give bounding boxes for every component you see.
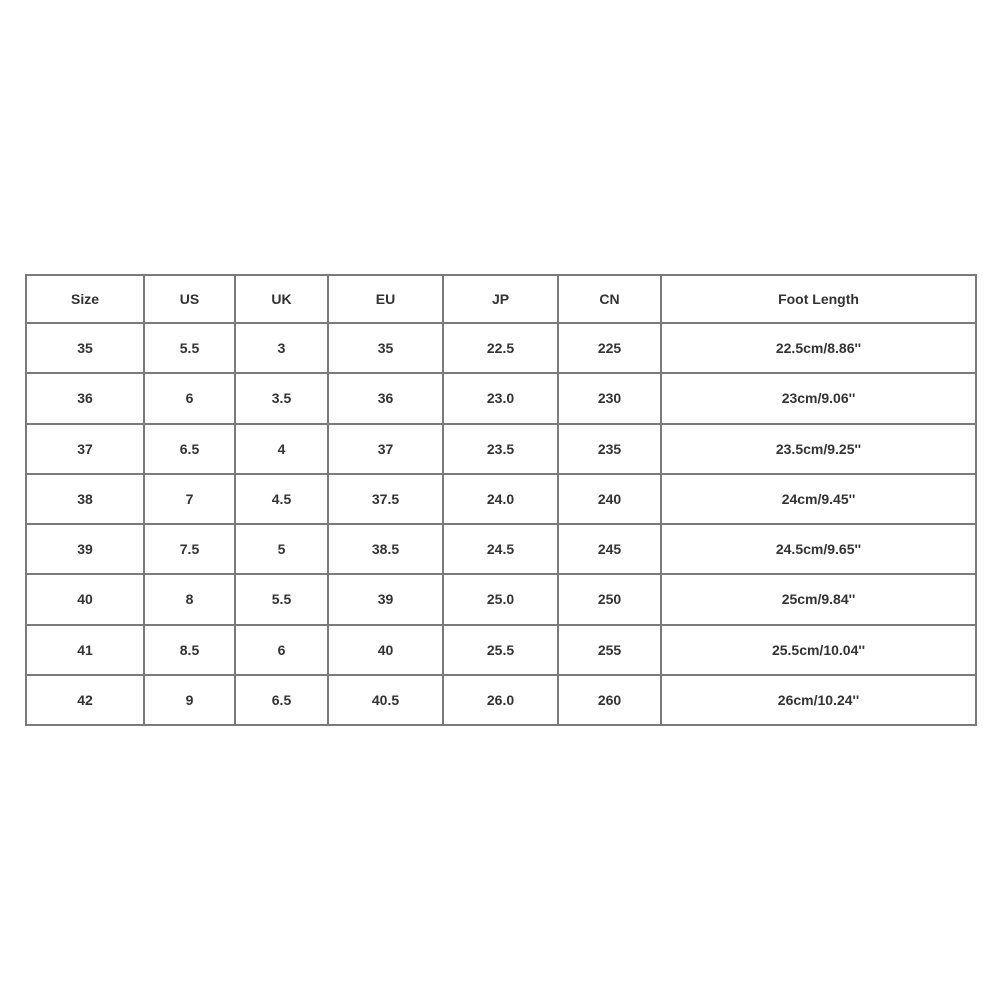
cell-jp: 22.5 [443, 323, 558, 373]
table-row [26, 424, 976, 474]
table-row [26, 524, 976, 574]
cell-eu: 35 [328, 323, 443, 373]
cell-uk: 5.5 [235, 574, 328, 624]
cell-eu: 40.5 [328, 675, 443, 725]
cell-cn: 255 [558, 625, 661, 675]
cell-eu: 39 [328, 574, 443, 624]
cell-cn: 250 [558, 574, 661, 624]
cell-foot-length: 23.5cm/9.25'' [661, 424, 976, 474]
cell-cn: 245 [558, 524, 661, 574]
cell-uk: 4.5 [235, 474, 328, 524]
cell-cn: 235 [558, 424, 661, 474]
cell-foot-length: 25cm/9.84'' [661, 574, 976, 624]
cell-foot-length: 25.5cm/10.04'' [661, 625, 976, 675]
cell-jp: 23.0 [443, 373, 558, 423]
cell-foot-length: 24cm/9.45'' [661, 474, 976, 524]
cell-us: 8.5 [144, 625, 235, 675]
cell-eu: 40 [328, 625, 443, 675]
cell-us: 5.5 [144, 323, 235, 373]
cell-us: 6 [144, 373, 235, 423]
cell-us: 7 [144, 474, 235, 524]
table-row [26, 574, 976, 624]
cell-cn: 230 [558, 373, 661, 423]
cell-size: 41 [26, 625, 144, 675]
size-chart-table [25, 274, 977, 726]
cell-jp: 25.0 [443, 574, 558, 624]
cell-uk: 6 [235, 625, 328, 675]
cell-jp: 23.5 [443, 424, 558, 474]
cell-jp: 24.0 [443, 474, 558, 524]
cell-size: 39 [26, 524, 144, 574]
table-row [26, 625, 976, 675]
cell-foot-length: 26cm/10.24'' [661, 675, 976, 725]
table-row [26, 675, 976, 725]
cell-jp: 24.5 [443, 524, 558, 574]
cell-size: 38 [26, 474, 144, 524]
cell-cn: 225 [558, 323, 661, 373]
cell-jp: 25.5 [443, 625, 558, 675]
cell-foot-length: 22.5cm/8.86'' [661, 323, 976, 373]
cell-uk: 4 [235, 424, 328, 474]
header-cn: CN [558, 275, 661, 323]
cell-uk: 3 [235, 323, 328, 373]
cell-eu: 36 [328, 373, 443, 423]
cell-size: 35 [26, 323, 144, 373]
header-size: Size [26, 275, 144, 323]
cell-eu: 38.5 [328, 524, 443, 574]
cell-us: 9 [144, 675, 235, 725]
cell-cn: 260 [558, 675, 661, 725]
table-header-row [26, 275, 976, 323]
cell-uk: 3.5 [235, 373, 328, 423]
header-jp: JP [443, 275, 558, 323]
cell-size: 37 [26, 424, 144, 474]
cell-us: 7.5 [144, 524, 235, 574]
cell-us: 6.5 [144, 424, 235, 474]
header-foot-length: Foot Length [661, 275, 976, 323]
cell-us: 8 [144, 574, 235, 624]
cell-uk: 6.5 [235, 675, 328, 725]
cell-jp: 26.0 [443, 675, 558, 725]
cell-foot-length: 23cm/9.06'' [661, 373, 976, 423]
cell-size: 42 [26, 675, 144, 725]
table-row [26, 373, 976, 423]
cell-size: 36 [26, 373, 144, 423]
cell-eu: 37 [328, 424, 443, 474]
cell-eu: 37.5 [328, 474, 443, 524]
header-us: US [144, 275, 235, 323]
cell-uk: 5 [235, 524, 328, 574]
header-uk: UK [235, 275, 328, 323]
cell-foot-length: 24.5cm/9.65'' [661, 524, 976, 574]
cell-size: 40 [26, 574, 144, 624]
table-row [26, 474, 976, 524]
cell-cn: 240 [558, 474, 661, 524]
table-row [26, 323, 976, 373]
header-eu: EU [328, 275, 443, 323]
